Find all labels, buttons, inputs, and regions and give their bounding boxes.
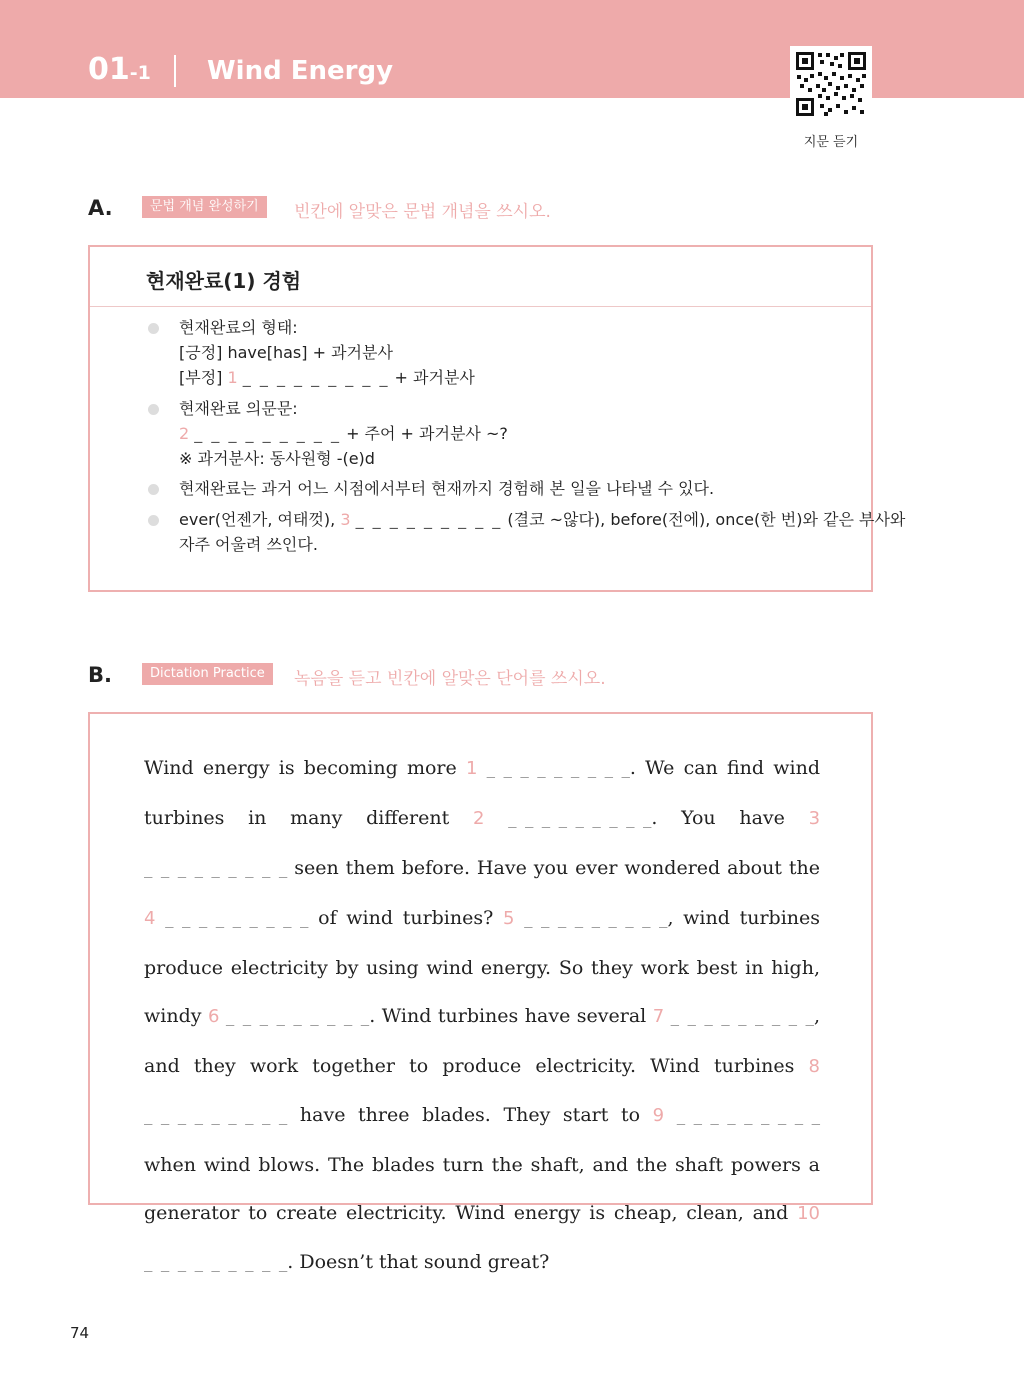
bullet-2-line-2: 2 _ _ _ _ _ _ _ _ _ + 주어 + 과거분사 ~?	[179, 424, 508, 443]
blank-number: 3	[808, 808, 821, 829]
section-b-tag: Dictation Practice	[142, 663, 273, 685]
bullet-icon	[148, 484, 159, 495]
bullet-3-line-1: 현재완료는 과거 어느 시점에서부터 현재까지 경험해 본 일을 나타낼 수 있다.	[179, 479, 715, 498]
answer-blank[interactable]: _ _ _ _ _ _ _ _ _	[355, 510, 503, 529]
grammar-box	[88, 245, 906, 592]
header-divider	[174, 55, 176, 87]
section-a-instruction: 빈칸에 알맞은 문법 개념을 쓰시오.	[294, 202, 551, 222]
bullet-1-line-3: [부정] 1 _ _ _ _ _ _ _ _ _ + 과거분사	[179, 368, 475, 387]
blank-number: 10	[797, 1203, 820, 1224]
answer-blank[interactable]: _ _ _ _ _ _ _ _ _	[676, 1109, 821, 1125]
lesson-number: 01-1	[88, 52, 151, 87]
blank-number: 3	[340, 510, 351, 529]
answer-blank[interactable]: _ _ _ _ _ _ _ _ _	[242, 368, 390, 387]
page-number: 74	[70, 1324, 90, 1342]
blank-number: 8	[808, 1056, 820, 1077]
blank-number: 6	[207, 1006, 220, 1027]
blank-number: 2	[179, 424, 190, 443]
section-a-letter: A.	[88, 196, 113, 220]
qr-code-icon	[794, 50, 868, 118]
grammar-box-title: 현재완료(1) 경험	[146, 269, 302, 293]
answer-blank[interactable]: _ _ _ _ _ _ _ _ _	[144, 1109, 288, 1125]
answer-blank[interactable]: _ _ _ _ _ _ _ _ _	[165, 912, 309, 928]
blank-number: 4	[144, 908, 156, 929]
dictation-box	[88, 712, 873, 1273]
bullet-4-line-1: ever(언젠가, 여태껏), 3 _ _ _ _ _ _ _ _ _ (결코 ~않다), before(전에), once(한 번)와 같은 부사와	[179, 510, 906, 529]
answer-blank[interactable]: _ _ _ _ _ _ _ _ _	[144, 862, 288, 878]
bullet-icon	[148, 515, 159, 526]
answer-blank[interactable]: _ _ _ _ _ _ _ _ _	[144, 1256, 288, 1272]
qr-code[interactable]	[790, 46, 872, 122]
answer-blank[interactable]: _ _ _ _ _ _ _ _ _	[225, 1010, 370, 1026]
bullet-icon	[148, 404, 159, 415]
blank-number: 9	[652, 1105, 665, 1126]
blank-number: 2	[472, 808, 485, 829]
answer-blank[interactable]: _ _ _ _ _ _ _ _ _	[508, 812, 652, 828]
answer-blank[interactable]: _ _ _ _ _ _ _ _ _	[524, 912, 668, 928]
grammar-box-divider	[90, 306, 871, 307]
bullet-1-line-1: 현재완료의 형태:	[179, 318, 298, 337]
lesson-title: Wind Energy	[207, 56, 394, 86]
answer-blank[interactable]: _ _ _ _ _ _ _ _ _	[486, 762, 630, 778]
answer-blank[interactable]: _ _ _ _ _ _ _ _ _	[194, 424, 341, 443]
blank-number: 5	[503, 908, 515, 929]
bullet-1-line-2: [긍정] have[has] + 과거분사	[179, 343, 393, 362]
blank-number: 7	[652, 1006, 665, 1027]
bullet-4-line-2: 자주 어울려 쓰인다.	[179, 535, 318, 554]
dictation-passage: Wind energy is becoming more 1 _ _ _ _ _ _ _ _ _. We can find wind turbines in many different 2 _ _ _ _ _ _ _ _ _. You have 3 _ _ _ _ _ _ _ _ _ seen them before. Have you ever wondered about the 4 _ _ _ _ _ _ _ _ _ of wind turbines? 5 _ _ _ _ _ _ _ _ _, wind turbines produce electricity by using wind energy. So they work best in high, windy 6 _ _ _ _ _ _ _ _ _. Wind turbines have several 7 _ _ _ _ _ _ _ _ _, and they work together to produce electricity. Wind turbines 8 _ _ _ _ _ _ _ _ _ have three blades. They start to 9 _ _ _ _ _ _ _ _ _ when wind blows. The blades turn the shaft, and the shaft powers a generator to create electricity. Wind energy is cheap, clean, and 10 _ _ _ _ _ _ _ _ _. Doesn’t that sound great?	[144, 744, 820, 1288]
bullet-icon	[148, 323, 159, 334]
blank-number: 1	[465, 758, 478, 779]
bullet-2-line-3: ※ 과거분사: 동사원형 -(e)d	[179, 449, 375, 468]
blank-number: 1	[227, 368, 238, 387]
section-a-tag: 문법 개념 완성하기	[142, 196, 267, 218]
section-b-letter: B.	[88, 663, 112, 687]
bullet-2-line-1: 현재완료 의문문:	[179, 399, 298, 418]
section-b-instruction: 녹음을 듣고 빈칸에 알맞은 단어를 쓰시오.	[294, 669, 606, 689]
qr-label: 지문 듣기	[803, 135, 859, 150]
answer-blank[interactable]: _ _ _ _ _ _ _ _ _	[670, 1010, 814, 1026]
